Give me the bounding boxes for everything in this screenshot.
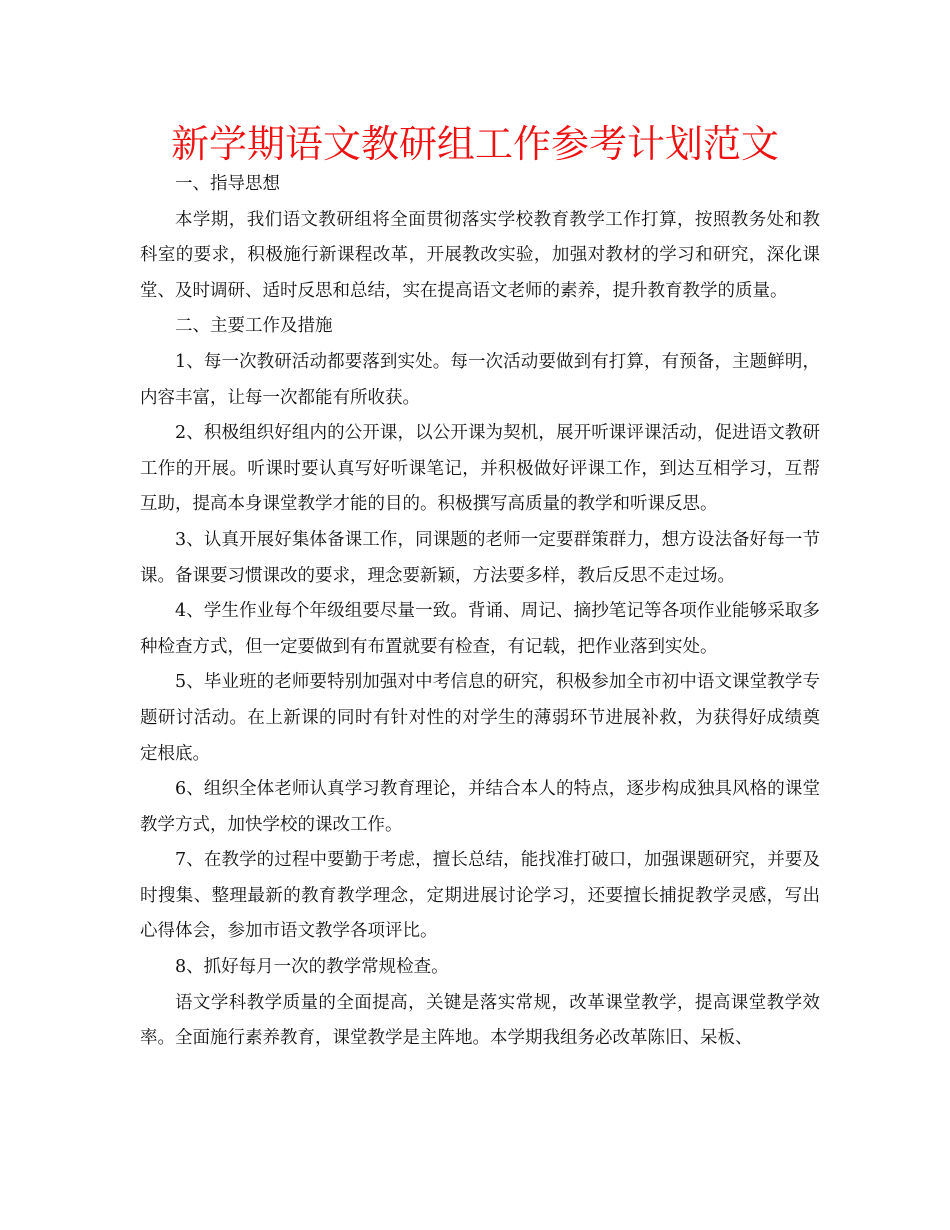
list-item: 1、每一次教研活动都要落到实处。每一次活动要做到有打算，有预备，主题鲜明，内容丰富，让每一次都能有所收获。	[140, 351, 820, 408]
paragraph: 本学期，我们语文教研组将全面贯彻落实学校教育教学工作打算，按照教务处和教科室的要求，积极施行新课程改革，开展教改实验，加强对教材的学习和研究，深化课堂、及时调研、适时反思和总结，实在提高语文老师的素养，提升教育教学的质量。	[140, 209, 820, 301]
list-item: 7、在教学的过程中要勤于考虑，擅长总结，能找准打破口，加强课题研究，并要及时搜集、整理最新的教育教学理念，定期进展讨论学习，还要擅长捕捉教学灵感，写出心得体会，参加市语文教学各项评比。	[140, 850, 820, 942]
list-item: 8、抓好每月一次的教学常规检查。	[175, 957, 449, 978]
section-heading-guiding-ideology: 一、指导思想	[175, 174, 280, 194]
list-item: 4、学生作业每个年级组要尽量一致。背诵、周记、摘抄笔记等各项作业能够采取多种检查方式，但一定要做到有布置就要有检查，有记载，把作业落到实处。	[140, 601, 820, 657]
section-heading-main-work: 二、主要工作及措施	[175, 316, 333, 337]
list-item: 5、毕业班的老师要特别加强对中考信息的研究，积极参加全市初中语文课堂教学专题研讨活动。在上新课的同时有针对性的对学生的薄弱环节进展补救，为获得好成绩奠定根底。	[140, 672, 820, 764]
list-item: 3、认真开展好集体备课工作，同课题的老师一定要群策群力，想方设法备好每一节课。备课要习惯课改的要求，理念要新颖，方法要多样，教后反思不走过场。	[140, 529, 820, 586]
list-item: 2、积极组织好组内的公开课，以公开课为契机，展开听课评课活动，促进语文教研工作的开展。听课时要认真写好听课笔记，并积极做好评课工作，到达互相学习，互帮互助，提高本身课堂教学才能的目的。积极撰写高质量的教学和听课反思。	[140, 423, 820, 515]
list-item: 6、组织全体老师认真学习教育理论，并结合本人的特点，逐步构成独具风格的课堂教学方式，加快学校的课改工作。	[140, 779, 820, 835]
document-title: 新学期语文教研组工作参考计划范文	[170, 122, 779, 166]
paragraph: 语文学科教学质量的全面提高，关键是落实常规，改革课堂教学，提高课堂教学效率。全面施行素养教育，课堂教学是主阵地。本学期我组务必改革陈旧、呆板、	[140, 992, 820, 1049]
document-body	[140, 167, 820, 1057]
